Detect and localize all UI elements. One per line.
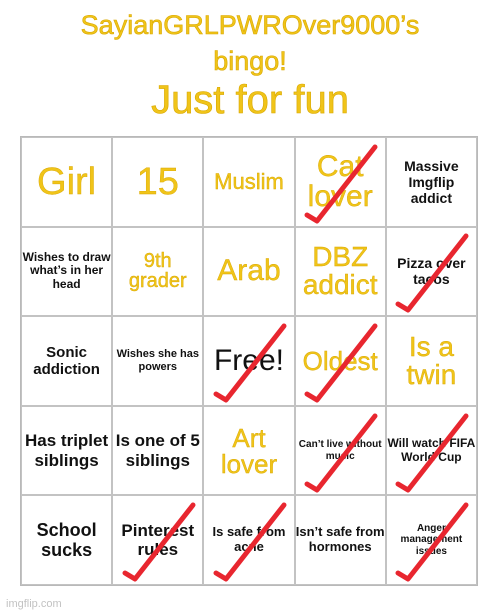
bingo-cell-label: Can’t live without music [298,439,382,462]
bingo-cell [295,227,386,317]
bingo-cell-label: Has triplet siblings [25,431,109,470]
bingo-cell [386,316,477,406]
bingo-cell-label: Anger management issues [400,522,463,557]
bingo-cell [295,137,386,227]
bingo-cell [112,406,203,496]
watermark: imgflip.com [6,598,62,610]
bingo-cell [21,227,112,317]
bingo-cell [112,495,203,585]
bingo-cell [203,137,294,227]
bingo-cell-label: Wishes to draw what’s in her head [22,249,111,292]
bingo-cell-label: School sucks [36,519,97,561]
bingo-cell-label: Muslim [214,168,284,194]
bingo-cell-label: Is safe from acne [212,524,286,555]
bingo-cell-label: Oldest [302,345,378,376]
bingo-cell-label: Isn’t safe from hormones [295,524,385,555]
bingo-cell-label: Sonic addiction [33,343,100,378]
bingo-cell [21,406,112,496]
bingo-cell [203,316,294,406]
bingo-cell [21,137,112,227]
bingo-cell [21,495,112,585]
bingo-cell-label: Girl [37,160,97,203]
bingo-cell-label: Pizza over tacos [397,255,466,288]
bingo-cell [386,137,477,227]
bingo-cell [21,316,112,406]
bingo-cell [112,137,203,227]
bingo-cell [203,227,294,317]
bingo-cell [203,495,294,585]
bingo-cell [386,495,477,585]
bingo-cell [386,406,477,496]
bingo-title-line-1: SayianGRLPWROver9000’s [80,10,420,40]
bingo-cell-label: Art lover [220,422,278,479]
bingo-cell-label: Cat lover [307,149,373,213]
bingo-cell-label: DBZ addict [302,241,378,301]
bingo-cell [295,406,386,496]
bingo-cell [295,316,386,406]
bingo-grid [20,136,478,586]
bingo-cell-label: Pinterest rules [121,520,195,560]
bingo-cell-label: Is one of 5 siblings [115,431,200,470]
bingo-cell-label: 15 [136,160,179,203]
bingo-title-line-2: bingo! [213,46,287,76]
bingo-subtitle: Just for fun [151,78,349,122]
bingo-cell-label: Free! [213,343,284,377]
bingo-cell [112,227,203,317]
bingo-cell-label: Wishes she has powers [116,348,199,373]
bingo-cell [112,316,203,406]
bingo-cell [295,495,386,585]
bingo-cell-label: Is a twin [406,330,457,390]
bingo-cell [386,227,477,317]
bingo-cell-label: Will watch FIFA World Cup [387,435,476,464]
bingo-cell [203,406,294,496]
bingo-cell-label: 9th grader [128,250,187,293]
bingo-cell-label: Massive Imgflip addict [404,157,459,206]
bingo-cell-label: Arab [217,254,281,288]
